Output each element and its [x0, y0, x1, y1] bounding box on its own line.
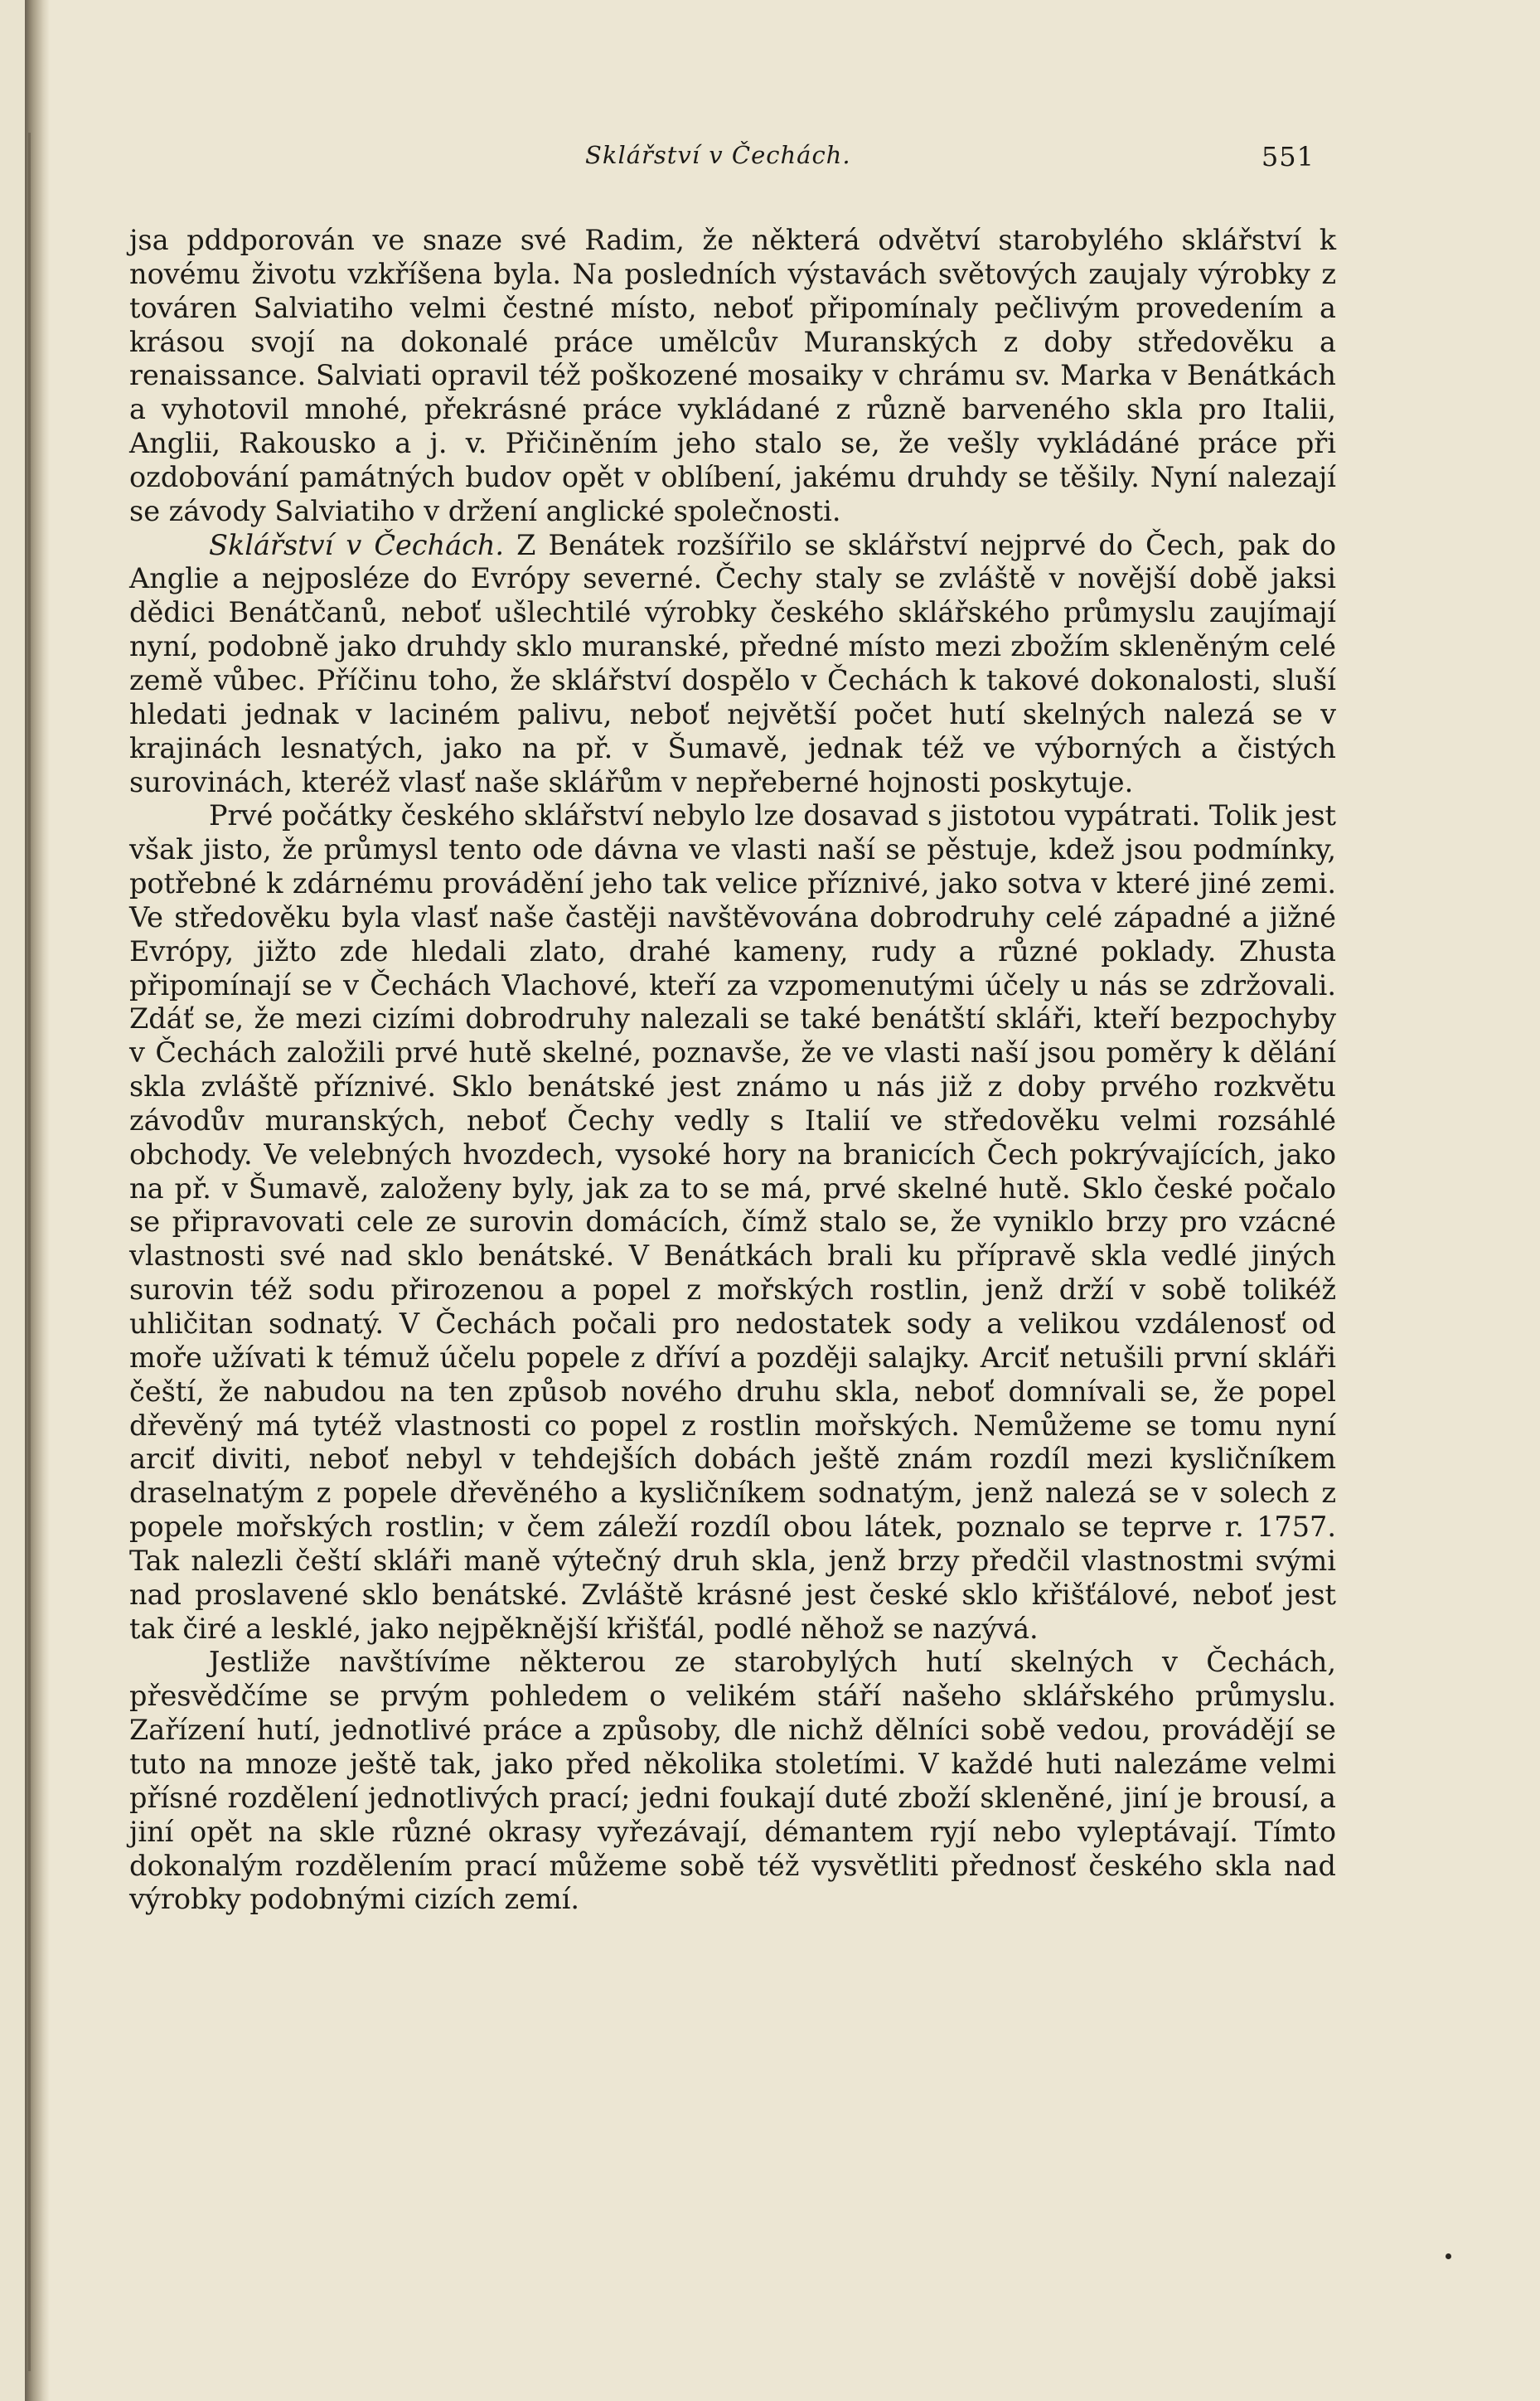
- binding-edge: [28, 133, 31, 2371]
- paragraph-3: [129, 799, 1336, 1646]
- section-heading-inline: Sklářství v Čechách.: [209, 528, 505, 561]
- page-header: [585, 141, 1315, 181]
- paragraph-text: jsa pddporován ve snaze své Radim, že některá odvětví starobylého sklářství k novému životu vzkříšena byla. Na posledních výstavách světových zaujaly výrobky z továren Salviatiho velmi čestné místo, neboť připomínaly pečlivým provedením a krásou svojí na dokonalé práce umělcův Muranských z doby středověku a renaissance. Salviati opravil též poškozené mosaiky v chrámu sv. Marka v Benátkách a vyhotovil mnohé, překrásné práce vykládané z různě barveného skla pro Italii, Anglii, Rakousko a j. v. Přičiněním jeho stalo se, že vešly vykládáné práce při ozdobování památných budov opět v oblíbení, jakému druhdy se těšily. Nyní nalezají se závody Salviatiho v držení anglické společnosti.: [129, 224, 1336, 527]
- paragraph-text: Jestliže navštívíme některou ze starobylých hutí skelných v Čechách, přesvědčíme se prvým pohledem o velikém stáří našeho sklářského průmyslu. Zařízení hutí, jednotlivé práce a způsoby, dle nichž dělníci sobě vedou, provádějí se tuto na mnoze ještě tak, jako před několika stoletími. V každé huti nalezáme velmi přísné rozdělení jednotlivých prací; jedni foukají duté zboží skleněné, jiní je brousí, a jiní opět na skle různé okrasy vyřezávají, démantem ryjí nebo vyleptávají. Tímto dokonalým rozdělením prací můžeme sobě též vysvětliti přednosť českého skla nad výrobky podobnými cizích zemí.: [129, 1646, 1336, 1916]
- paragraph-text: Z Benátek rozšířilo se sklářství nejprvé do Čech, pak do Anglie a nejposléze do Evrópy severné. Čechy staly se zvláště v novější době jaksi dědici Benátčanů, neboť ušlechtilé výrobky českého sklářského průmyslu zaujímají nyní, podobně jako druhdy sklo muranské, předné místo mezi zbožím skleněným celé země vůbec. Příčinu toho, že sklářství dospělo v Čechách k takové dokonalosti, sluší hledati jednak v laciném palivu, neboť největší počet hutí skelných nalezá se v krajinách lesnatých, jako na př. v Šumavě, jednak též ve výborných a čistých surovinách, kteréž vlasť naše sklářům v nepřeberné hojnosti poskytuje.: [129, 528, 1336, 798]
- paragraph-1: [129, 224, 1336, 529]
- running-title: Sklářství v Čechách.: [585, 141, 851, 169]
- page-gutter: [25, 0, 50, 2401]
- paragraph-text: Prvé počátky českého sklářství nebylo lze dosavad s jistotou vypátrati. Tolik jest však jisto, že průmysl tento ode dávna ve vlasti naší se pěstuje, kdež jsou podmínky, potřebné k zdárnému provádění jeho tak velice příznivé, jako sotva v které jiné zemi. Ve středověku byla vlasť naše častěji navštěvována dobrodruhy celé západné a jižné Evrópy, jižto zde hledali zlato, drahé kameny, rudy a různé poklady. Zhusta připomínají se v Čechách Vlachové, kteří za vzpomenutými účely u nás se zdržovali. Zdáť se, že mezi cizími dobrodruhy nalezali se také benátští skláři, kteří bezpochyby v Čechách založili prvé hutě skelné, poznavše, že ve vlasti naší jsou poměry k dělání skla zvláště příznivé. Sklo benátské jest známo u nás již z doby prvého rozkvětu závodův muranských, neboť Čechy vedly s Italií ve středověku velmi rozsáhlé obchody. Ve velebných hvozdech, vysoké hory na branicích Čech pokrývajících, jako na př. v Šumavě, založeny byly, jak za to se má, prvé skelné hutě. Sklo české počalo se připravovati cele ze surovin domácích, čímž stalo se, že vyniklo brzy pro vzácné vlastnosti své nad sklo benátské. V Benátkách brali ku přípravě skla vedlé jiných surovin též sodu přirozenou a popel z mořských rostlin, jenž drží v sobě tolikéž uhličitan sodnatý. V Čechách počali pro nedostatek sody a velikou vzdálenosť od moře užívati k témuž účelu popele z dříví a později salajky. Arciť netušili první skláři čeští, že nabudou na ten způsob nového druhu skla, neboť domnívali se, že popel dřevěný má tytéž vlastnosti co popel z rostlin mořských. Nemůžeme se tomu nyní arciť diviti, neboť nebyl v tehdejších dobách ještě znám rozdíl mezi kysličníkem draselnatým z popele dřevěného a kysličníkem sodnatým, jenž nalezá se v solech z popele mořských rostlin; v čem záleží rozdíl obou látek, poznalo se teprve r. 1757. Tak nalezli čeští skláři maně výtečný druh skla, jenž brzy předčil vlastnostmi svými nad proslavené sklo benátské. Zvláště krásné jest české sklo křišťálové, neboť jest tak čiré a lesklé, jako nejpěknější křišťál, podlé něhož se nazývá.: [129, 799, 1336, 1645]
- paragraph-2: [129, 529, 1336, 800]
- body-text: [129, 224, 1336, 1917]
- book-page: [25, 0, 1540, 2401]
- paragraph-4: [129, 1646, 1336, 1917]
- page-number: 551: [1261, 141, 1315, 172]
- margin-speck: [1446, 2253, 1451, 2259]
